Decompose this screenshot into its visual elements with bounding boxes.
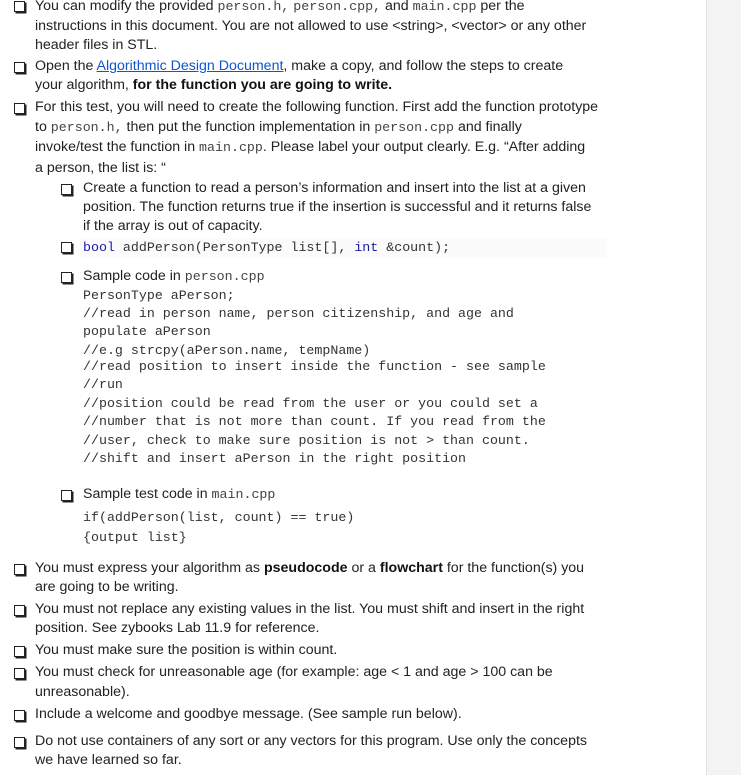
list-item-line: You must check for unreasonable age (for example: age < 1 and age > 100 can be (35, 664, 553, 680)
checkbox-bullet-icon (14, 62, 25, 73)
list-item-line: a person, the list is: “ (35, 160, 166, 176)
checkbox-bullet-icon (14, 564, 25, 575)
sample-code-line: populate aPerson (83, 324, 211, 339)
list-item-line: Do not use containers of any sort or any vectors for this program. Use only the concepts (35, 733, 588, 749)
checkbox-bullet-icon (14, 668, 25, 679)
sample-code-line: //position could be read from the user or you could set a (83, 396, 538, 411)
sub-item-line: if the array is out of capacity. (83, 218, 263, 234)
sample-code-line: //shift and insert aPerson in the right position (83, 451, 467, 466)
checkbox-bullet-icon (61, 242, 72, 253)
sample-code-line: //number that is not more than count. If you read from the (83, 414, 546, 429)
sub-item-line: Create a function to read a person’s information and insert into the list at a given (83, 180, 586, 196)
sub-item-line: Sample code in person.cpp (83, 268, 265, 284)
list-item-line: You must make sure the position is within count. (35, 642, 338, 658)
list-item-line: header files in STL. (35, 37, 158, 53)
checkbox-bullet-icon (14, 737, 25, 748)
list-item-line: unreasonable). (35, 684, 130, 700)
sample-code-line: //user, check to make sure position is not > than count. (83, 433, 530, 448)
checkbox-bullet-icon (61, 490, 72, 501)
list-item-line: invoke/test the function in main.cpp. Please label your output clearly. E.g. “After adding (35, 139, 586, 155)
sample-code-line: PersonType aPerson; (83, 288, 235, 303)
checkbox-bullet-icon (14, 710, 25, 721)
function-prototype-code: bool addPerson(PersonType list[], int &count); (83, 240, 451, 255)
list-item-line: For this test, you will need to create the following function. First add the function prototype (35, 99, 599, 115)
sample-test-code-line: {output list} (83, 530, 187, 545)
scrollbar-track[interactable] (706, 0, 741, 775)
sample-code-line: //e.g strcpy(aPerson.name, tempName) (83, 343, 371, 358)
list-item-line: position. See zybooks Lab 11.9 for reference. (35, 620, 320, 636)
list-item-line: Open the Algorithmic Design Document, make a copy, and follow the steps to create (35, 58, 564, 74)
sub-item-line: Sample test code in main.cpp (83, 486, 276, 502)
list-item-line: we have learned so far. (35, 752, 182, 768)
checkbox-bullet-icon (14, 605, 25, 616)
checkbox-bullet-icon (14, 103, 25, 114)
list-item-line: Include a welcome and goodbye message. (See sample run below). (35, 706, 462, 722)
list-item-line: to person.h, then put the function implementation in person.cpp and finally (35, 119, 522, 135)
algorithmic-design-document-link[interactable]: Algorithmic Design Document (96, 58, 284, 74)
sample-test-code-line: if(addPerson(list, count) == true) (83, 510, 355, 525)
list-item-line: are going to be writing. (35, 579, 179, 595)
checkbox-bullet-icon (61, 184, 72, 195)
list-item-line: You can modify the provided person.h, person.cpp, and main.cpp per the (35, 0, 525, 14)
sample-code-line: //read in person name, person citizenship, and age and (83, 306, 514, 321)
list-item-line: You must express your algorithm as pseudocode or a flowchart for the function(s) you (35, 560, 585, 576)
sample-code-line: //run (83, 377, 123, 392)
list-item-line: You must not replace any existing values in the list. You must shift and insert in the right (35, 601, 585, 617)
sub-item-line: position. The function returns true if the insertion is successful and it returns false (83, 199, 592, 215)
sample-code-line: //read position to insert inside the function - see sample (83, 359, 546, 374)
checkbox-bullet-icon (61, 272, 72, 283)
list-item-line: your algorithm, for the function you are going to write. (35, 77, 393, 93)
list-item-line: instructions in this document. You are not allowed to use <string>, <vector> or any other (35, 18, 587, 34)
checkbox-bullet-icon (14, 1, 25, 12)
checkbox-bullet-icon (14, 646, 25, 657)
